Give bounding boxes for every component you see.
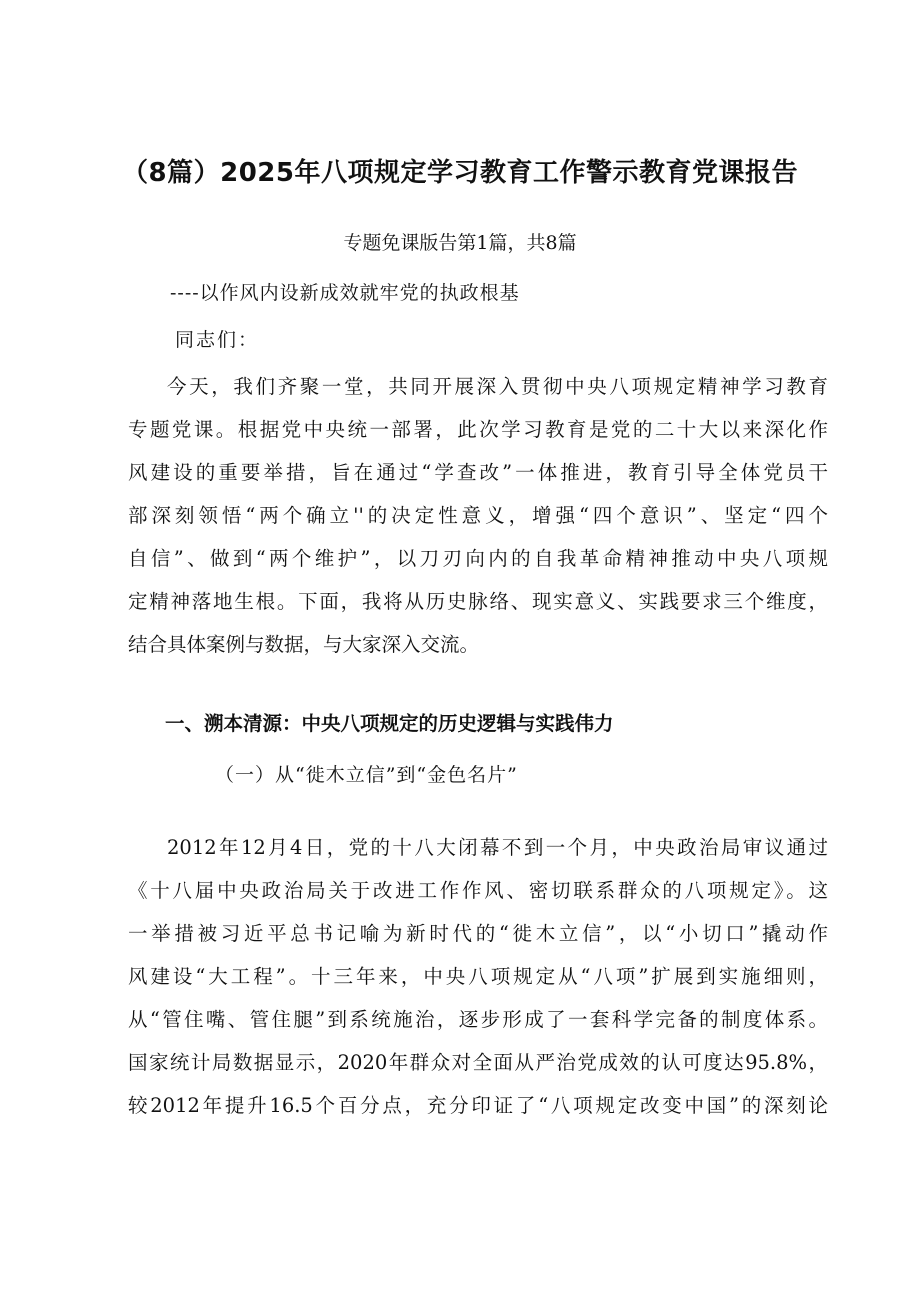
subsection-heading: （一）从“徙木立信”到“金色名片” bbox=[215, 764, 518, 786]
document-theme-line: ----以作风内设新成效就牢党的执政根基 bbox=[170, 282, 520, 304]
paragraph-line: 定精神落地生根。下面，我将从历史脉络、现实意义、实践要求三个维度， bbox=[128, 590, 828, 613]
paragraph-line: 部深刻领悟“两个确立''的决定性意义，增强“四个意识”、坚定“四个 bbox=[128, 504, 828, 527]
paragraph-line: 自信”、做到“两个维护”，以刀刃向内的自我革命精神推动中央八项规 bbox=[128, 547, 828, 570]
greeting: 同志们： bbox=[175, 329, 260, 351]
paragraph-line: 专题党课。根据党中央统一部署，此次学习教育是党的二十大以来深化作 bbox=[128, 418, 828, 441]
document-title: （8篇）2025年八项规定学习教育工作警示教育党课报告 bbox=[122, 158, 798, 188]
document-subtitle: 专题免课版告第1篇，共8篇 bbox=[343, 232, 577, 254]
paragraph-line: 国家统计局数据显示，2020年群众对全面从严治党成效的认可度达95.8%， bbox=[128, 1051, 828, 1074]
intro-paragraph bbox=[128, 365, 828, 666]
paragraph-line: 一举措被习近平总书记喻为新时代的“徙木立信”，以“小切口”撬动作 bbox=[128, 922, 828, 945]
body-paragraph bbox=[128, 826, 828, 1127]
paragraph-line: 风建设的重要举措，旨在通过“学查改”一体推进，教育引导全体党员干 bbox=[128, 461, 828, 484]
paragraph-line: 从“管住嘴、管住腿”到系统施治，逐步形成了一套科学完备的制度体系。 bbox=[128, 1008, 828, 1031]
paragraph-line: 2012年12月4日，党的十八大闭幕不到一个月，中央政治局审议通过 bbox=[167, 836, 828, 859]
section-heading: 一、溯本清源：中央八项规定的历史逻辑与实践伟力 bbox=[165, 712, 614, 735]
paragraph-line: 《十八届中央政治局关于改进工作作风、密切联系群众的八项规定》。这 bbox=[128, 879, 828, 902]
paragraph-line: 今天，我们齐聚一堂，共同开展深入贯彻中央八项规定精神学习教育 bbox=[167, 375, 828, 398]
paragraph-line: 结合具体案例与数据，与大家深入交流。 bbox=[128, 633, 480, 656]
paragraph-line: 风建设“大工程”。十三年来，中央八项规定从“八项”扩展到实施细则， bbox=[128, 965, 828, 988]
paragraph-line: 较2012年提升16.5个百分点，充分印证了“八项规定改变中国”的深刻论 bbox=[128, 1094, 828, 1117]
